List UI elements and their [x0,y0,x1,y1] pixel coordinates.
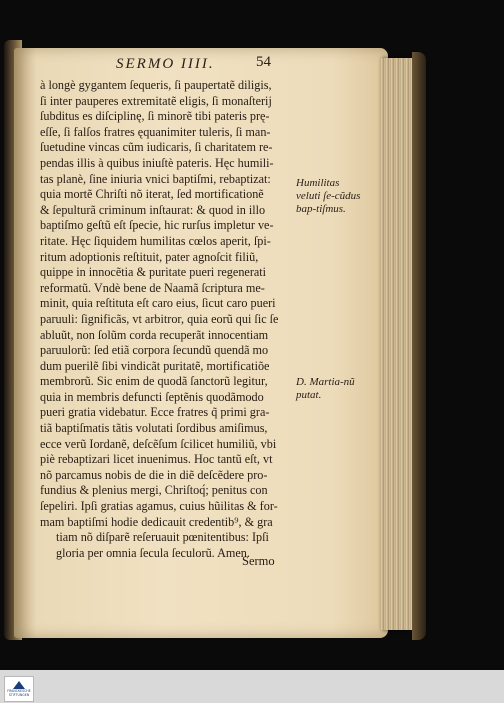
marginal-note: Humilitas veluti ſe-cũdus bap-tiſmus. [296,177,361,215]
text-line: tiã baptiſmatis tãtis volutati ſordibus amiſimus, [40,421,268,436]
institution-logo[interactable] [4,676,34,702]
text-line: fundius & plenius mergi, Chriſtoq́; penitus con [40,483,268,498]
text-line: pueri gratia videbatur. Ecce fratres q̃ primi gra- [40,405,270,420]
text-line: ſi inter pauperes extremitatẽ eligis, ſi monaſterij [40,93,272,108]
text-line: quia in membris defuncti ſeptẽnis quodãmodo [40,389,264,404]
page-number: 54 [256,54,271,70]
catchword: Sermo [242,554,275,568]
text-line: ſepeliri. Ipſi gratias agamus, cuius hũilitas & for- [40,499,278,514]
text-line: membrorũ. Sic enim de quodã ſanctorũ legitur, [40,374,268,389]
text-line: abluũt, non ſolũm corda recuperãt innocentiam [40,327,269,342]
text-line: quippe in innocẽtia & puritate pueri regenerati [40,265,267,280]
text-line: paruuli: ſignificãs, vt arbitror, quia eorũ qui ſic ſe [40,311,279,326]
viewer-footer-bar [0,670,504,703]
text-line: & ſepulturã criminum inſtaurat: & quod in illo [40,202,266,217]
marginal-note: D. Martia-nũ putat. [296,376,355,401]
logo-text-top: FRANCKESCHE [7,689,31,693]
text-line: ſubditus es diſciplinę, ſi minorẽ tibi pateris prę- [40,109,270,124]
text-line: quia mortẽ Chriſti nõ iterat, ſed mortificationẽ [40,187,264,202]
text-line: ecce verũ Iordanẽ, deſcẽſum ſcilicet humiliũ, vbi [40,436,277,451]
text-line: paruulorũ: ſed etiã corpora ſecundũ quendã mo [40,343,269,358]
text-line: eſſe, ſi falſos fratres ęquanimiter tuleris, ſi man- [40,124,271,139]
text-line: baptiſmo geſtũ eſt ſpecie, hic rurſus impletur ve- [40,218,274,233]
text-line: gloria per omnia ſecula ſeculorũ. Amen. [56,545,250,560]
text-line: piè rebaptizari licet inuenimus. Hoc tantũ eſt, vt [40,452,273,467]
text-line: mam baptiſmi hodie dedicauit credentib⁹, & gra [40,514,273,529]
main-text-block [40,78,294,561]
page-header [116,56,296,78]
book-cover-edge [412,52,426,640]
text-line: nõ parcamus nobis de die in diẽ deſcẽdere pro- [40,467,268,482]
text-line: ritate. Hęc ſiquidem humilitas cœlos aperit, ſpi- [40,233,271,248]
text-line: pendas illis à quibus iniuſtè pateris. Hęc humili- [40,155,274,170]
text-line: minit, quia reſtituta eſt caro eius, ſicut caro pueri [40,296,276,311]
text-line: ſuetudine vincas cũm iudicaris, ſi charitatem re- [40,140,273,155]
logo-emblem-icon [13,681,25,689]
text-line: à longè gygantem ſequeris, ſi paupertatẽ diligis, [40,78,272,92]
text-line: dum puerilẽ ſibi vindicãt puritatẽ, mortificatiõe [40,358,270,373]
text-line: ritum adoptionis reſtituit, pater agnoſcit filiũ, [40,249,259,264]
running-head: SERMO IIII. [116,56,215,72]
text-line: tiam nõ diſparẽ reſeruauit pœnitentibus: Ipſi [56,530,269,545]
text-line: reformatũ. Vndè bene de Naamã ſcriptura me- [40,280,265,295]
logo-text-bottom: STIFTUNGEN [8,693,30,697]
text-line: tas planè, ſine iniuria vnici baptiſmi, rebaptizat: [40,171,271,186]
